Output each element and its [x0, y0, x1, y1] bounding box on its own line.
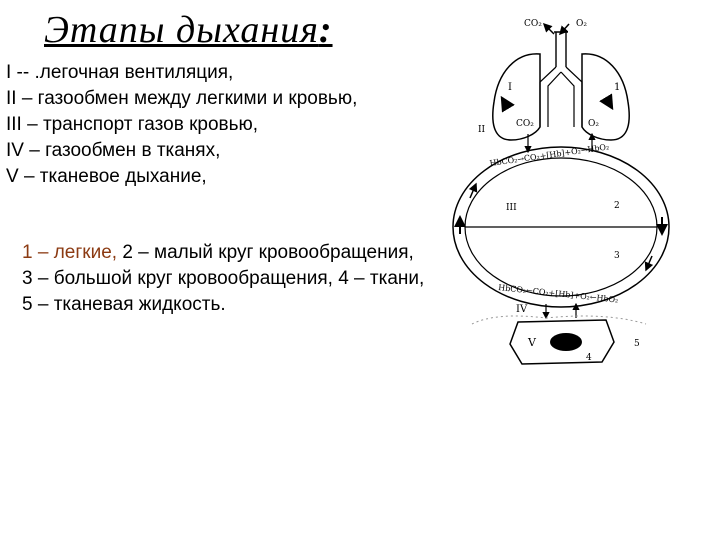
respiration-diagram [436, 12, 676, 372]
top-co2-arrow [544, 24, 554, 34]
bronchi [540, 67, 582, 127]
stages-list [6, 60, 376, 190]
stage-item: I -- .легочная вентиляция, [6, 62, 234, 83]
title-colon: : [318, 9, 333, 51]
stage-4-label: IV [516, 304, 528, 315]
legend-item [22, 240, 442, 266]
lung-air-arrow-right [606, 98, 612, 108]
stage-2-label: II [478, 125, 486, 135]
lung-right-label: 1 [614, 82, 621, 93]
cell-num-4: 4 [586, 353, 592, 363]
cell-label-v: V [528, 336, 536, 349]
stage-item: III – транспорт газов кровью, [6, 114, 259, 135]
cell-nucleus [550, 333, 582, 351]
upper-band-formula: HbCO₂→CO₂+[Hb]+O₂→HbO₂ [489, 142, 610, 168]
stage-3-label: III [506, 203, 517, 213]
ring-num-2: 2 [614, 201, 620, 211]
lung-co2-label: CO₂ [516, 119, 534, 129]
stage-item: II – газообмен между легкими и кровью, [6, 88, 358, 109]
legend-item: 5 – тканевая жидкость. [22, 294, 226, 315]
legend-lungs: 1 – легкие, [22, 242, 118, 263]
slide-title [44, 8, 333, 52]
legend-item: 3 – большой круг кровообращения, 4 – ткани, [22, 268, 425, 289]
fluid-num-5: 5 [634, 339, 640, 349]
top-o2-label: O₂ [576, 19, 587, 29]
ring-num-3: 3 [614, 251, 620, 261]
trachea [554, 32, 568, 67]
legend-small-circle: 2 – малый круг кровообращения, [117, 242, 414, 263]
lung-air-arrow-left [502, 98, 508, 108]
legend-list [22, 240, 442, 318]
lung-o2-label: O₂ [588, 119, 599, 129]
stage-item: V – тканевое дыхание, [6, 166, 207, 187]
lung-left-label: I [508, 82, 512, 93]
top-co2-label: CO₂ [524, 19, 542, 29]
stage-item: IV – газообмен в тканях, [6, 140, 221, 161]
title-text: Этапы дыхания [44, 9, 319, 51]
lower-band-formula: HbCO₂←CO₂+[Hb]+O₂←HbO₂ [497, 283, 619, 305]
tissue-fluid [472, 316, 646, 324]
